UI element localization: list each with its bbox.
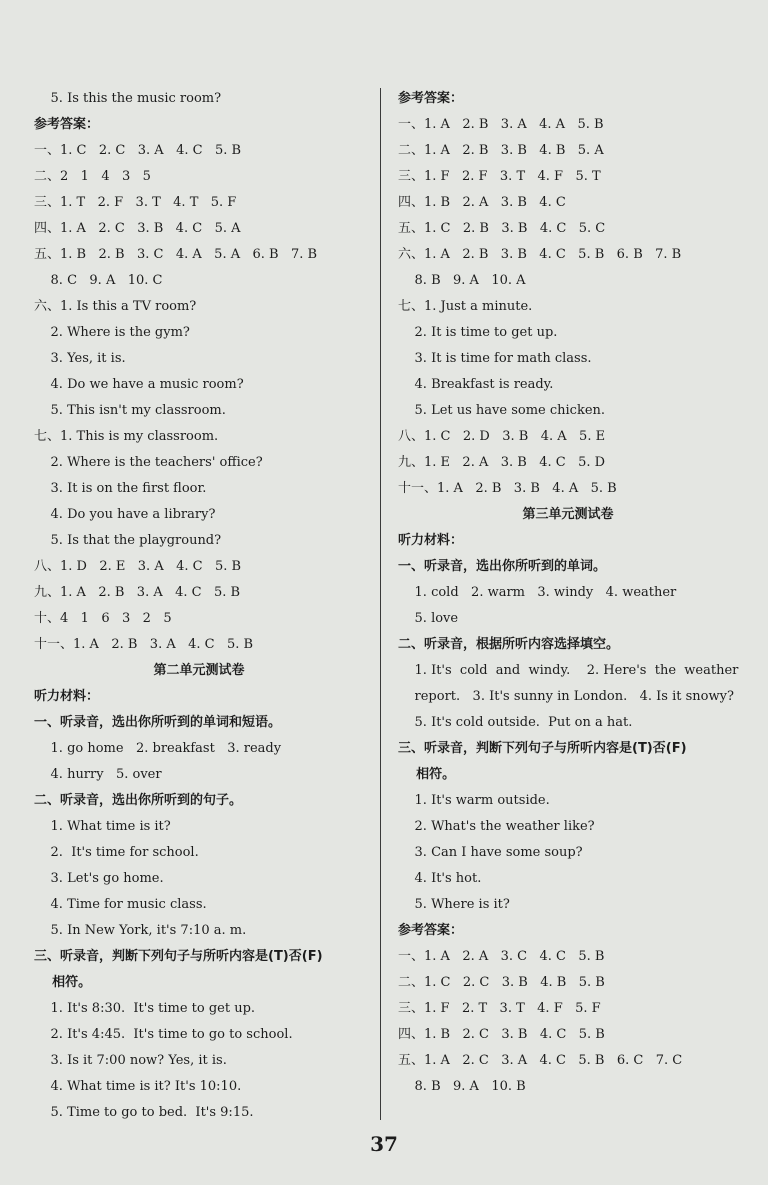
text-line: 5. Is that the playground?	[34, 533, 222, 548]
text-line: 3. Is it 7:00 now? Yes, it is.	[34, 1053, 227, 1068]
text-line: 5. In New York, it's 7:10 a. m.	[34, 923, 247, 938]
text-line: 八、1. C 2. D 3. B 4. A 5. E	[398, 429, 606, 444]
text-line: 1. cold 2. warm 3. windy 4. weather	[398, 585, 677, 600]
text-line: 二、听录音，根据所听内容选择填空。	[398, 637, 620, 652]
right-column	[398, 86, 738, 1100]
text-line: 5. Time to go to bed. It's 9:15.	[34, 1105, 254, 1120]
section-heading: 第二单元测试卷	[153, 663, 245, 678]
text-line: 一、1. C 2. C 3. A 4. C 5. B	[34, 143, 242, 158]
text-line: 相符。	[398, 767, 456, 782]
text-line: 4. It's hot.	[398, 871, 482, 886]
text-line: 5. It's cold outside. Put on a hat.	[398, 715, 633, 730]
text-line: 七、1. Just a minute.	[398, 299, 533, 314]
text-line: 听力材料：	[398, 533, 464, 548]
text-line: 5. Let us have some chicken.	[398, 403, 606, 418]
text-line: 七、1. This is my classroom.	[34, 429, 219, 444]
text-line: report. 3. It's sunny in London. 4. Is it snowy?	[398, 689, 734, 704]
text-line: 1. It's cold and windy. 2. Here's the weather	[398, 663, 739, 678]
text-line: 四、1. B 2. C 3. B 4. C 5. B	[398, 1027, 605, 1042]
text-line: 5. Where is it?	[398, 897, 510, 912]
page-number: 37	[370, 1132, 398, 1156]
text-line: 参考答案：	[398, 91, 464, 106]
text-line: 三、听录音，判断下列句子与所听内容是(T)否(F)	[34, 949, 323, 964]
text-line: 1. What time is it?	[34, 819, 171, 834]
text-line: 4. Do we have a music room?	[34, 377, 244, 392]
text-line: 一、1. A 2. B 3. A 4. A 5. B	[398, 117, 604, 132]
text-line: 参考答案：	[398, 923, 464, 938]
text-line: 参考答案：	[34, 117, 100, 132]
text-line: 十一、1. A 2. B 3. A 4. C 5. B	[34, 637, 254, 652]
text-line: 三、听录音，判断下列句子与所听内容是(T)否(F)	[398, 741, 687, 756]
text-line: 三、1. F 2. F 3. T 4. F 5. T	[398, 169, 601, 184]
text-line: 8. C 9. A 10. C	[34, 273, 163, 288]
text-line: 六、1. Is this a TV room?	[34, 299, 197, 314]
text-line: 4. Breakfast is ready.	[398, 377, 554, 392]
text-line: 九、1. E 2. A 3. B 4. C 5. D	[398, 455, 606, 470]
text-line: 3. Let's go home.	[34, 871, 164, 886]
text-line: 六、1. A 2. B 3. B 4. C 5. B 6. B 7. B	[398, 247, 682, 262]
text-line: 3. It is time for math class.	[398, 351, 592, 366]
text-line: 二、听录音，选出你所听到的句子。	[34, 793, 243, 808]
text-line: 四、1. B 2. A 3. B 4. C	[398, 195, 566, 210]
text-line: 5. This isn't my classroom.	[34, 403, 226, 418]
text-line: 五、1. A 2. C 3. A 4. C 5. B 6. C 7. C	[398, 1053, 683, 1068]
text-line: 五、1. B 2. B 3. C 4. A 5. A 6. B 7. B	[34, 247, 318, 262]
text-line: 三、1. T 2. F 3. T 4. T 5. F	[34, 195, 237, 210]
text-line: 4. Time for music class.	[34, 897, 207, 912]
text-line: 八、1. D 2. E 3. A 4. C 5. B	[34, 559, 242, 574]
text-line: 三、1. F 2. T 3. T 4. F 5. F	[398, 1001, 601, 1016]
text-line: 听力材料：	[34, 689, 100, 704]
text-line: 九、1. A 2. B 3. A 4. C 5. B	[34, 585, 241, 600]
text-line: 2. Where is the teachers' office?	[34, 455, 263, 470]
text-line: 2. Where is the gym?	[34, 325, 190, 340]
text-line: 1. go home 2. breakfast 3. ready	[34, 741, 282, 756]
text-line: 3. It is on the first floor.	[34, 481, 207, 496]
text-line: 5. Is this the music room?	[34, 91, 222, 106]
text-line: 十、4 1 6 3 2 5	[34, 611, 172, 626]
text-line: 2. It's 4:45. It's time to go to school.	[34, 1027, 293, 1042]
text-line: 4. What time is it? It's 10:10.	[34, 1079, 242, 1094]
text-line: 二、2 1 4 3 5	[34, 169, 151, 184]
left-column	[34, 86, 364, 1126]
text-line: 8. B 9. A 10. B	[398, 1079, 526, 1094]
text-line: 一、1. A 2. A 3. C 4. C 5. B	[398, 949, 605, 964]
text-line: 十一、1. A 2. B 3. B 4. A 5. B	[398, 481, 617, 496]
text-line: 2. It's time for school.	[34, 845, 199, 860]
text-line: 1. It's 8:30. It's time to get up.	[34, 1001, 256, 1016]
text-line: 3. Yes, it is.	[34, 351, 126, 366]
text-line: 4. Do you have a library?	[34, 507, 216, 522]
text-line: 五、1. C 2. B 3. B 4. C 5. C	[398, 221, 606, 236]
text-line: 相符。	[34, 975, 92, 990]
text-line: 四、1. A 2. C 3. B 4. C 5. A	[34, 221, 241, 236]
text-line: 一、听录音，选出你所听到的单词和短语。	[34, 715, 282, 730]
text-line: 5. love	[398, 611, 459, 626]
text-line: 1. It's warm outside.	[398, 793, 550, 808]
text-line: 4. hurry 5. over	[34, 767, 162, 782]
text-line: 二、1. A 2. B 3. B 4. B 5. A	[398, 143, 604, 158]
section-heading: 第三单元测试卷	[522, 507, 614, 522]
text-line: 3. Can I have some soup?	[398, 845, 583, 860]
column-divider	[380, 88, 381, 1120]
text-line: 二、1. C 2. C 3. B 4. B 5. B	[398, 975, 605, 990]
text-line: 8. B 9. A 10. A	[398, 273, 526, 288]
text-line: 2. It is time to get up.	[398, 325, 558, 340]
text-line: 2. What's the weather like?	[398, 819, 595, 834]
text-line: 一、听录音，选出你所听到的单词。	[398, 559, 607, 574]
